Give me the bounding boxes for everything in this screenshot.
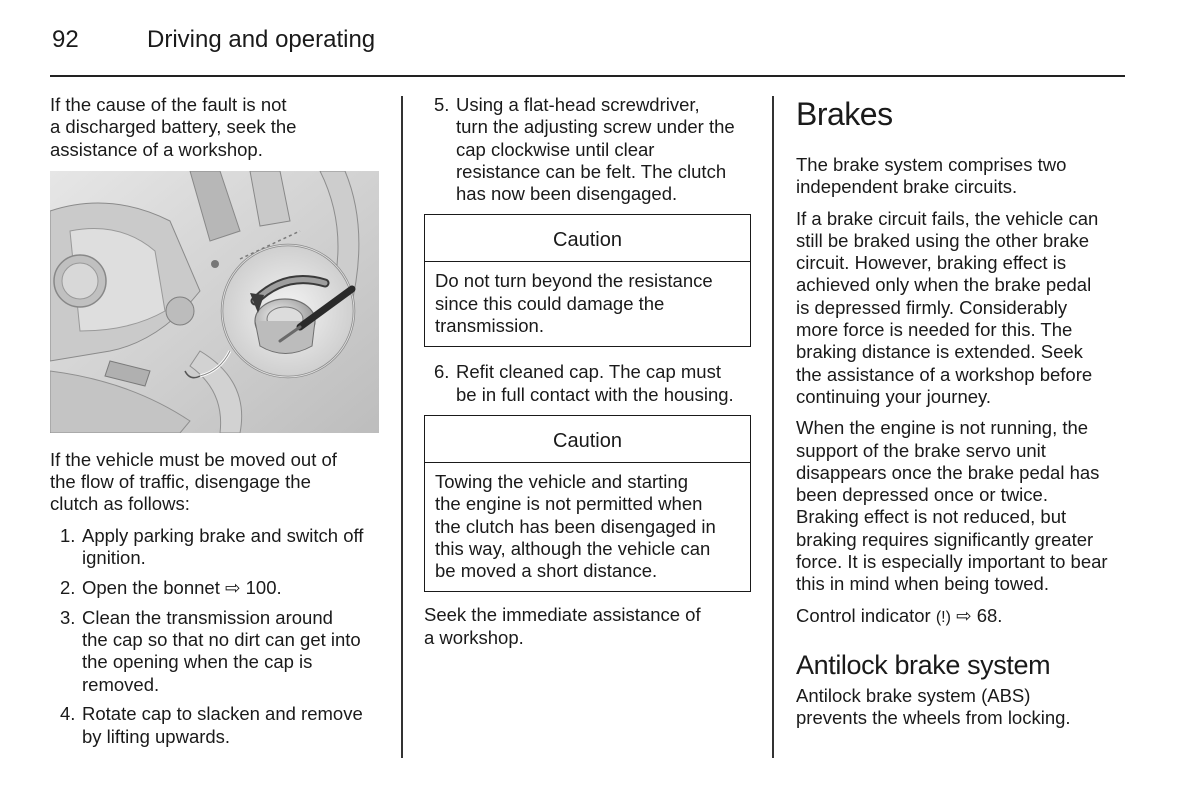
clutch-steps-list-continued [424,94,759,205]
header-rule [50,75,1125,77]
list-item [50,607,385,696]
caution-box [424,214,751,347]
page-number: 92 [52,26,79,53]
clutch-steps-list [50,525,385,748]
move-vehicle-paragraph: If the vehicle must be moved out of the flow of traffic, disengage the clutch as follows: [50,448,337,515]
workshop-assistance-paragraph: Seek the immediate assistance of a workshop. [424,604,701,648]
step-text: Refit cleaned cap. The cap must be in full contact with the housing. [456,361,734,405]
fault-intro-paragraph: If the cause of the fault is not a discharged battery, seek the assistance of a workshop. [50,94,297,160]
step-text: Using a flat-head screwdriver, turn the adjusting screw under the cap clockwise until clear resistance can be felt. The clutch has now been disengaged. [456,94,735,205]
page-reference: ⇨ 68. [956,604,1003,626]
brake-circuits-paragraph: The brake system comprises two independent brake circuits. [796,154,1067,198]
list-item [424,94,759,205]
control-indicator-label: Control indicator [796,604,931,626]
engine-bay-drawing [50,171,379,433]
list-item [50,703,385,748]
page-header [50,24,1125,74]
step-number: 4. [60,703,76,725]
clutch-steps-list-continued [424,361,759,406]
caution-box [424,415,751,592]
brakes-heading: Brakes [796,96,893,132]
caution-text: Do not turn beyond the resistance since this could damage the transmission. [435,270,713,337]
list-item [50,525,385,570]
column-divider-1 [401,96,403,758]
step-number: 1. [60,524,76,546]
transmission-cap-illustration [50,171,379,433]
abs-paragraph: Antilock brake system (ABS) prevents the wheels from locking. [796,684,1071,729]
brake-servo-paragraph: When the engine is not running, the support of the brake servo unit disappears once the brake pedal has been depressed once or twice. Braking effect is not reduced, but braking requires significantly greater force. It is especially important to bear this in mind when being towed. [796,417,1108,595]
step-text: Clean the transmission around the cap so that no dirt can get into the opening when the cap is removed. [82,606,361,695]
column-divider-2 [772,96,774,758]
brake-failure-paragraph: If a brake circuit fails, the vehicle can still be braked using the other brake circuit. However, braking effect is achieved only when the brake pedal is depressed firmly. Considerably more force is needed for this. The braking distance is extended. Seek the assistance of a workshop before continuing your journey. [796,207,1099,407]
column-left [50,94,385,755]
brake-warning-icon: (!) [935,608,951,626]
caution-text: Towing the vehicle and starting the engine is not permitted when the clutch has been disengaged in this way, although the vehicle can be moved a short distance. [435,470,716,582]
column-middle [424,94,759,658]
step-number: 3. [60,606,76,628]
section-title: Driving and operating [147,26,376,53]
list-item [50,577,385,599]
step-text: Rotate cap to slacken and remove by lifting upwards. [82,703,363,747]
list-item [424,361,759,406]
step-number: 6. [434,361,450,383]
column-right [796,94,1136,739]
control-indicator-line [796,605,1136,629]
step-text: Apply parking brake and switch off ignition. [82,524,364,569]
step-text: Open the bonnet ⇨ 100. [82,576,282,598]
abs-heading: Antilock brake system [796,649,1051,680]
caution-title: Caution [425,416,750,463]
step-number: 2. [60,576,76,598]
caution-title: Caution [425,215,750,262]
step-number: 5. [434,94,450,115]
